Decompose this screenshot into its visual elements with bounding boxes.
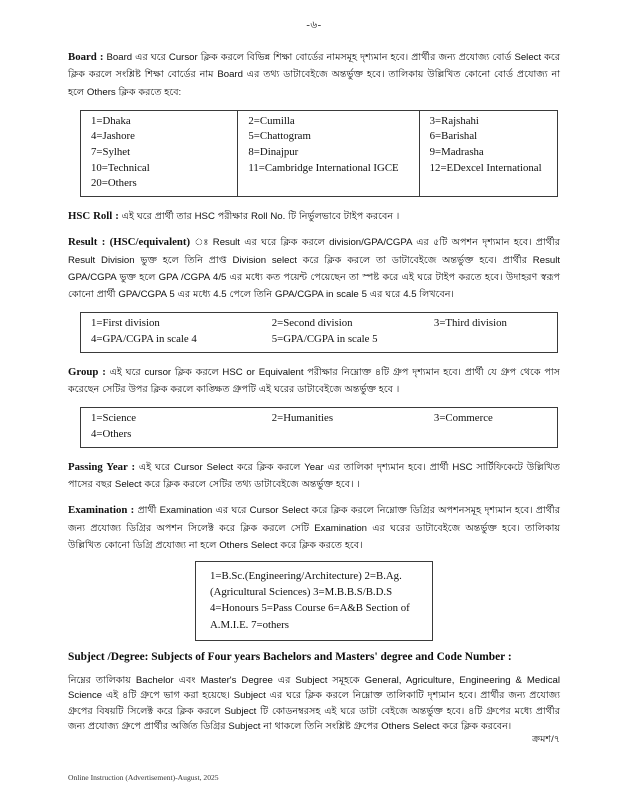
list-item: 7=others [251,618,289,631]
hsc-roll-body: এই ঘরে প্রার্থী তার HSC পরীক্ষার Roll No. টি নির্ভুলভাবে টাইপ করবেন । [118,211,400,222]
examination-label: Examination : [68,504,135,517]
group-options-table [80,407,558,447]
subject-degree-heading: Subject /Degree: Subjects of Four years Bachelors and Masters' degree and Code Number : [68,650,512,663]
list-item: 20=Others [91,177,137,190]
list-item: 4=Jashore [91,130,135,143]
group-options-col-2 [262,408,424,447]
list-item: 5=Pass Course [261,602,326,615]
list-item: 6=Barishal [429,130,478,143]
list-item: 1=First division [91,317,160,330]
list-item: 12=EDexcel International [429,161,542,174]
result-options-table [80,312,558,352]
group-options-col-1 [81,408,262,447]
list-item: 9=Madrasha [429,146,484,159]
board-body: Board এর ঘরে Cursor ক্লিক করলে বিভিন্ন শিক্ষা বোর্ডের নামসমূহ দৃশ্যমান হবে। প্রার্থীর জন্য প্রযোজ্য বোর্ড Select করে ক্লিক করলে সংশ্লিষ্ট শিক্ষা বোর্ডের নাম Board এর তথ্য ডাটাবেইজে অন্তর্ভুক্ত হবে। তালিকায় উল্লিখিত কোনো বোর্ড প্রযোজ্য না হলে Others ক্লিক করতে হবে: [68,52,561,98]
hsc-roll-label: HSC Roll : [68,210,119,222]
result-options-col-3 [424,313,558,352]
examination-body: প্রার্থী Examination এর ঘরে Cursor Select করে ক্লিক করলে নিম্নোক্ত ডিগ্রির অপশনসমূহ দৃশ্যমান হবে। প্রার্থীর জন্য প্রযোজ্য ডিগ্রির অপশন সিলেক্ট করে ক্লিক করলে সেটি Examination এর ঘরের ডাটাবেইজে অন্তর্ভুক্ত হবে। তালিকায় উল্লিখিত কোনো ডিগ্রি প্রযোজ্য না হলে Others Select করে ক্লিক করতে হবে। [68,505,560,551]
board-label: Board : [68,51,104,63]
list-item: 2=Second division [271,317,353,330]
list-item: 1=B.Sc.(Engineering/Architecture) [210,570,362,583]
result-label: Result : (HSC/equivalent) [68,236,191,249]
list-item: 5=GPA/CGPA in scale 5 [271,333,378,346]
subject-degree-paragraph: নিম্নের তালিকায় Bachelor এবং Master's Degree এর Subject সমূহকে General, Agriculture, Engineering & Medical Science এই ৪টি গ্রুপে ভাগ করা হয়েছে। Subject এর ঘরে ক্লিক করলে নিম্নোক্ত তালিকাটি দৃশ্যমান হবে। প্রার্থীর জন্য প্রযোজ্য গ্রুপের বিষয়টি সিলেক্ট করে ক্লিক করলে Subject টি কোডনম্বরসহ এই ঘরে ডাটা বেইজে অন্তর্ভুক্ত হবে। ৪টি গ্রুপের মধ্যে প্রার্থীর জন্য প্রযোজ্য গ্রুপে প্রার্থীর অর্জিত ডিগ্রির Subject না থাকলে তিনি সংশ্লিষ্ট গ্রুপের Others Select করে ক্লিক করবেন। [68,674,560,733]
list-item: 3=M.B.B.S/B.D.S [313,586,393,599]
list-item: 4=GPA/CGPA in scale 4 [91,333,197,346]
result-body: ঃ Result এর ঘরে ক্লিক করলে division/GPA/CGPA এর ৫টি অপশন দৃশ্যমান হবে। প্রার্থীর Result Division ভুক্ত হলে তিনি প্রাপ্ত Division select করে ক্লিক করলে তা ডাটাবেইজে অন্তর্ভুক্ত হবে। প্রার্থীর Result GPA/CGPA ভুক্ত হলে GPA /CGPA 4/5 এর মধ্যে কত পয়েন্ট পেয়েছেন তা স্পষ্ট করে এই ঘরে টাইপ করতে হবে। উদাহরণ স্বরূপ কোনো প্রার্থী GPA/CGPA 5 এর মধ্যে 4.5 পেলে তিনি GPA/CGPA in scale 5 এর ঘরে 4.5 লিখবেন। [68,237,560,301]
table-row [198,564,430,638]
result-paragraph [68,234,560,303]
table-row [81,408,558,447]
list-item: 3=Rajshahi [429,114,479,127]
board-paragraph [68,49,560,101]
list-item: 2=B.Ag.(Agricultural Sciences) [210,570,402,599]
list-item: 1=Science [91,412,137,425]
group-paragraph [68,364,560,399]
list-item: 3=Commerce [433,412,493,425]
passing-year-body: এই ঘরে Cursor Select করে ক্লিক করলে Year এর তালিকা দৃশ্যমান হবে। প্রার্থী HSC সার্টিফিকেটে উল্লিখিত পাসের বছর Select করে ক্লিক করলে সেটির তথ্য ডাটাবেইজে অন্তর্ভুক্ত হবে। । [68,461,561,491]
list-item: 7=Sylhet [91,146,131,159]
list-item: 2=Cumilla [248,114,295,127]
board-options-col-2 [238,110,419,196]
list-item: 11=Cambridge International IGCE [248,161,399,174]
examination-paragraph [68,502,560,554]
board-options-col-3 [419,110,557,196]
group-body: এই ঘরে cursor ক্লিক করলে HSC or Equivalent পরীক্ষার নিম্নোক্ত ৪টি গ্রুপ দৃশ্যমান হবে। প্রার্থী যে গ্রুপ থেকে পাস করেছেন সেটির উপর ক্লিক করলে কাঙ্ক্ষিত গ্রুপটি এই ঘরের ডাটাবেইজে অন্তর্ভুক্ত হবে । [68,366,560,396]
list-item: 4=Honours [210,602,259,615]
passing-year-label: Passing Year : [68,460,136,473]
list-item: 5=Chattogram [248,130,311,143]
table-row [81,313,558,352]
degree-options-cell [198,564,430,638]
hsc-roll-paragraph [68,208,560,225]
continue-marker: ক্রমশ/৭ [532,734,560,745]
footer-note: Online Instruction (Advertisement)-August, 2025 [68,773,219,782]
passing-year-paragraph [68,459,560,494]
list-item: 2=Humanities [271,412,334,425]
result-options-col-1 [81,313,262,352]
list-item: 4=Others [91,428,132,440]
degree-options-table [195,561,433,641]
group-label: Group : [68,365,106,378]
result-options-col-2 [262,313,424,352]
list-item: 6=A&B Section of A.M.I.E. [210,602,410,631]
list-item: 10=Technical [91,161,150,174]
page-number: -৬- [306,20,322,31]
degree-options-wrap [68,561,560,641]
group-options-col-3 [424,408,558,447]
table-row [81,110,558,196]
board-options-table [80,110,558,197]
list-item: 1=Dhaka [91,114,131,127]
list-item: 8=Dinajpur [248,146,299,159]
list-item: 3=Third division [433,317,507,330]
board-options-col-1 [81,110,238,196]
